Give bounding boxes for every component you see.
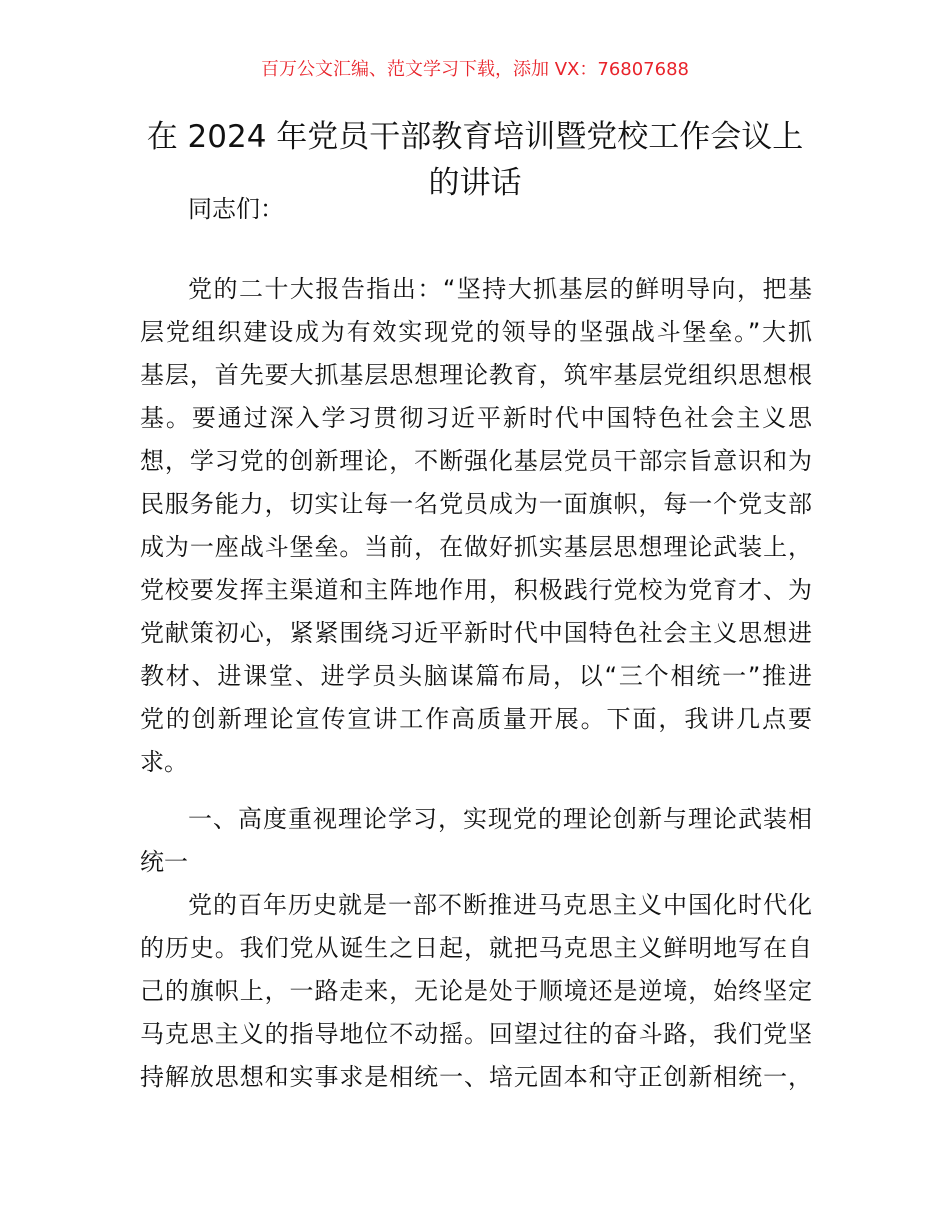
paragraph-line: 的历史。我们党从诞生之日起，就把马克思主义鲜明地写在自 xyxy=(140,934,812,962)
heading-line: 一、高度重视理论学习，实现党的理论创新与理论武装相 xyxy=(188,805,812,833)
promo-header-banner: 百万公文汇编、范文学习下载，添加 VX：76807688 xyxy=(261,59,689,80)
paragraph-section-1 xyxy=(140,884,812,1099)
paragraph-line: 党校要发挥主渠道和主阵地作用，积极践行党校为党育才、为 xyxy=(140,576,812,604)
heading-line: 统一 xyxy=(140,848,188,876)
paragraph-line: 党的二十大报告指出：“坚持大抓基层的鲜明导向，把基 xyxy=(188,275,812,303)
paragraph-line: 层党组织建设成为有效实现党的领导的坚强战斗堡垒。”大抓 xyxy=(140,318,812,346)
paragraph-line: 成为一座战斗堡垒。当前，在做好抓实基层思想理论武装上， xyxy=(140,533,812,561)
paragraph-line: 基层，首先要大抓基层思想理论教育，筑牢基层党组织思想根 xyxy=(140,361,812,389)
paragraph-line: 求。 xyxy=(140,748,188,776)
paragraph-line: 持解放思想和实事求是相统一、培元固本和守正创新相统一， xyxy=(140,1063,812,1091)
paragraph-line: 马克思主义的指导地位不动摇。回望过往的奋斗路，我们党坚 xyxy=(140,1020,812,1048)
paragraph-intro xyxy=(140,268,812,784)
salutation-text: 同志们： xyxy=(188,195,284,223)
paragraph-line: 想，学习党的创新理论，不断强化基层党员干部宗旨意识和为 xyxy=(140,447,812,475)
paragraph-line: 党的百年历史就是一部不断推进马克思主义中国化时代化 xyxy=(188,891,812,919)
title-line-1: 在 2024 年党员干部教育培训暨党校工作会议上 xyxy=(146,119,804,155)
section-heading-1 xyxy=(140,798,812,884)
salutation xyxy=(140,188,812,231)
title-line-2: 的讲话 xyxy=(428,165,522,201)
paragraph-line: 党献策初心，紧紧围绕习近平新时代中国特色社会主义思想进 xyxy=(140,619,812,647)
paragraph-line: 党的创新理论宣传宣讲工作高质量开展。下面，我讲几点要 xyxy=(140,705,812,733)
paragraph-line: 己的旗帜上，一路走来，无论是处于顺境还是逆境，始终坚定 xyxy=(140,977,812,1005)
paragraph-line: 民服务能力，切实让每一名党员成为一面旗帜，每一个党支部 xyxy=(140,490,812,518)
paragraph-line: 教材、进课堂、进学员头脑谋篇布局，以“三个相统一”推进 xyxy=(140,662,812,690)
paragraph-line: 基。要通过深入学习贯彻习近平新时代中国特色社会主义思 xyxy=(140,404,812,432)
